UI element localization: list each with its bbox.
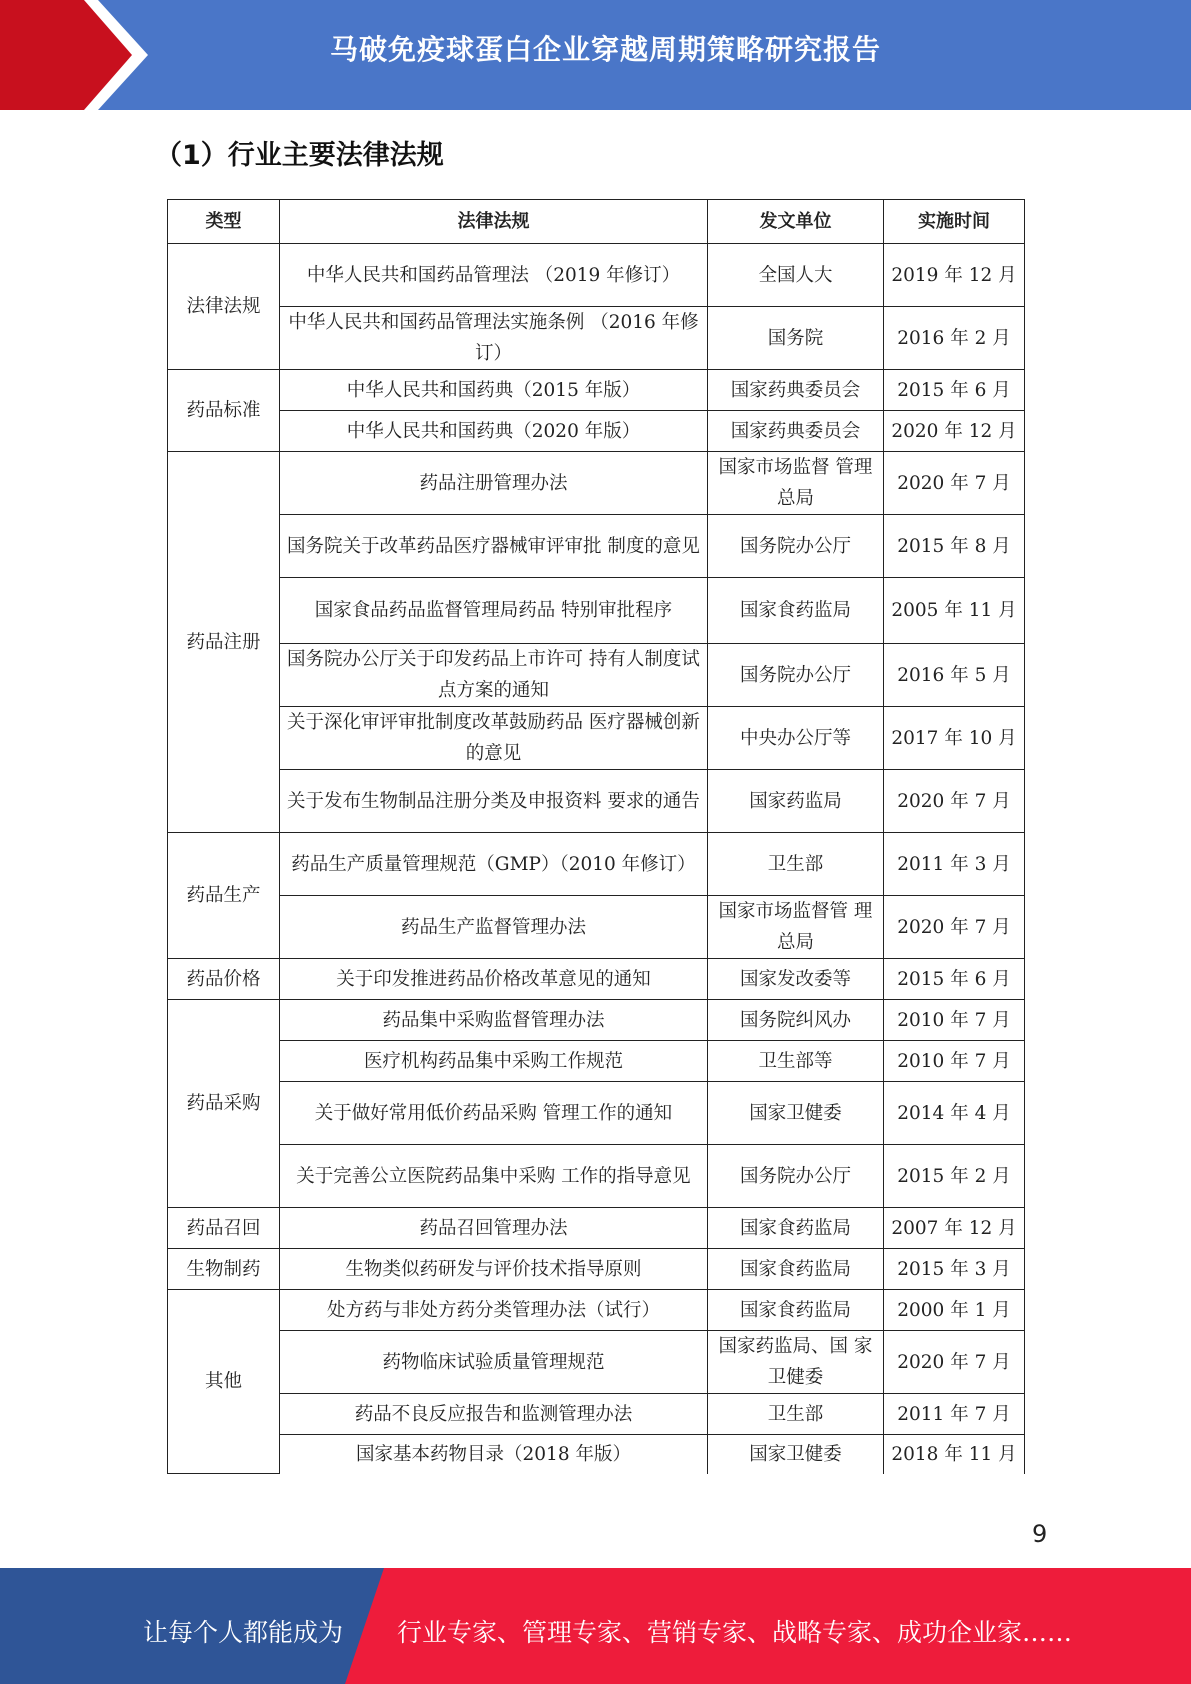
issuer-cell: 国务院办公厅 (708, 1145, 884, 1208)
date-cell: 2015 年 6 月 (884, 370, 1025, 411)
issuer-cell: 国家卫健委 (708, 1082, 884, 1145)
law-cell: 关于深化审评审批制度改革鼓励药品 医疗器械创新的意见 (280, 707, 708, 770)
table-row (168, 1331, 1025, 1394)
table-row (168, 1394, 1025, 1435)
law-cell: 关于做好常用低价药品采购 管理工作的通知 (280, 1082, 708, 1145)
col-header-law: 法律法规 (280, 200, 708, 244)
issuer-cell: 国务院 (708, 307, 884, 370)
law-cell: 关于完善公立医院药品集中采购 工作的指导意见 (280, 1145, 708, 1208)
category-cell: 药品标准 (168, 370, 280, 452)
category-cell: 药品生产 (168, 833, 280, 959)
table-row (168, 515, 1025, 578)
date-cell: 2016 年 5 月 (884, 644, 1025, 707)
law-cell: 药品不良反应报告和监测管理办法 (280, 1394, 708, 1435)
date-cell: 2020 年 7 月 (884, 452, 1025, 515)
issuer-cell: 中央办公厅等 (708, 707, 884, 770)
law-cell: 国家食品药品监督管理局药品 特别审批程序 (280, 578, 708, 644)
issuer-cell: 国家食药监局 (708, 1249, 884, 1290)
table-row (168, 770, 1025, 833)
col-header-type: 类型 (168, 200, 280, 244)
issuer-cell: 国务院办公厅 (708, 644, 884, 707)
footer-slogan-left: 让每个人都能成为 (143, 1618, 344, 1647)
table-row (168, 833, 1025, 896)
date-cell: 2010 年 7 月 (884, 1041, 1025, 1082)
table-row (168, 959, 1025, 1000)
date-cell: 2020 年 7 月 (884, 1331, 1025, 1394)
law-cell: 中华人民共和国药品管理法实施条例 （2016 年修订） (280, 307, 708, 370)
issuer-cell: 国家药典委员会 (708, 411, 884, 452)
law-cell: 国务院办公厅关于印发药品上市许可 持有人制度试点方案的通知 (280, 644, 708, 707)
table-row (168, 1041, 1025, 1082)
report-title: 马破免疫球蛋白企业穿越周期策略研究报告 (330, 33, 882, 66)
date-cell: 2020 年 7 月 (884, 770, 1025, 833)
footer-slogan-right: 行业专家、管理专家、营销专家、战略专家、成功企业家…… (397, 1618, 1073, 1647)
regulations-table (167, 199, 1025, 1474)
table-row (168, 1000, 1025, 1041)
table-row (168, 307, 1025, 370)
category-cell: 药品召回 (168, 1208, 280, 1249)
issuer-cell: 国家食药监局 (708, 578, 884, 644)
issuer-cell: 卫生部等 (708, 1041, 884, 1082)
issuer-cell: 卫生部 (708, 1394, 884, 1435)
table-row (168, 1145, 1025, 1208)
table-row (168, 452, 1025, 515)
category-cell: 药品注册 (168, 452, 280, 833)
law-cell: 国家基本药物目录（2018 年版） (280, 1435, 708, 1474)
page-footer (0, 1568, 1191, 1684)
table-row (168, 1082, 1025, 1145)
date-cell: 2011 年 7 月 (884, 1394, 1025, 1435)
page-header (0, 0, 1191, 110)
table-row (168, 1208, 1025, 1249)
category-cell: 药品价格 (168, 959, 280, 1000)
table-row (168, 707, 1025, 770)
col-header-date: 实施时间 (884, 200, 1025, 244)
date-cell: 2018 年 11 月 (884, 1435, 1025, 1474)
date-cell: 2020 年 12 月 (884, 411, 1025, 452)
date-cell: 2005 年 11 月 (884, 578, 1025, 644)
law-cell: 药品生产质量管理规范（GMP）（2010 年修订） (280, 833, 708, 896)
table-row (168, 1290, 1025, 1331)
issuer-cell: 国家发改委等 (708, 959, 884, 1000)
law-cell: 中华人民共和国药品管理法 （2019 年修订） (280, 244, 708, 307)
table-header-row (168, 200, 1025, 244)
issuer-cell: 国家市场监督 管理总局 (708, 452, 884, 515)
date-cell: 2014 年 4 月 (884, 1082, 1025, 1145)
table-row (168, 644, 1025, 707)
issuer-cell: 国家市场监督管 理总局 (708, 896, 884, 959)
date-cell: 2011 年 3 月 (884, 833, 1025, 896)
date-cell: 2015 年 3 月 (884, 1249, 1025, 1290)
issuer-cell: 国家药监局 (708, 770, 884, 833)
date-cell: 2020 年 7 月 (884, 896, 1025, 959)
date-cell: 2017 年 10 月 (884, 707, 1025, 770)
law-cell: 处方药与非处方药分类管理办法（试行） (280, 1290, 708, 1331)
table-row (168, 411, 1025, 452)
law-cell: 关于发布生物制品注册分类及申报资料 要求的通告 (280, 770, 708, 833)
table-row (168, 1435, 1025, 1474)
table-row (168, 244, 1025, 307)
page-number: 9 (1032, 1520, 1048, 1548)
law-cell: 关于印发推进药品价格改革意见的通知 (280, 959, 708, 1000)
category-cell: 生物制药 (168, 1249, 280, 1290)
category-cell: 其他 (168, 1290, 280, 1474)
date-cell: 2000 年 1 月 (884, 1290, 1025, 1331)
category-cell: 药品采购 (168, 1000, 280, 1208)
issuer-cell: 国务院纠风办 (708, 1000, 884, 1041)
issuer-cell: 全国人大 (708, 244, 884, 307)
law-cell: 药品生产监督管理办法 (280, 896, 708, 959)
law-cell: 国务院关于改革药品医疗器械审评审批 制度的意见 (280, 515, 708, 578)
date-cell: 2015 年 6 月 (884, 959, 1025, 1000)
law-cell: 药品注册管理办法 (280, 452, 708, 515)
law-cell: 药品集中采购监督管理办法 (280, 1000, 708, 1041)
category-cell: 法律法规 (168, 244, 280, 370)
issuer-cell: 卫生部 (708, 833, 884, 896)
law-cell: 中华人民共和国药典（2020 年版） (280, 411, 708, 452)
issuer-cell: 国家药典委员会 (708, 370, 884, 411)
law-cell: 药物临床试验质量管理规范 (280, 1331, 708, 1394)
issuer-cell: 国家卫健委 (708, 1435, 884, 1474)
issuer-cell: 国家食药监局 (708, 1208, 884, 1249)
issuer-cell: 国务院办公厅 (708, 515, 884, 578)
table-row (168, 578, 1025, 644)
law-cell: 药品召回管理办法 (280, 1208, 708, 1249)
law-cell: 医疗机构药品集中采购工作规范 (280, 1041, 708, 1082)
law-cell: 生物类似药研发与评价技术指导原则 (280, 1249, 708, 1290)
table-row (168, 370, 1025, 411)
issuer-cell: 国家药监局、国 家卫健委 (708, 1331, 884, 1394)
date-cell: 2015 年 8 月 (884, 515, 1025, 578)
date-cell: 2007 年 12 月 (884, 1208, 1025, 1249)
table-row (168, 896, 1025, 959)
issuer-cell: 国家食药监局 (708, 1290, 884, 1331)
date-cell: 2016 年 2 月 (884, 307, 1025, 370)
col-header-issuer: 发文单位 (708, 200, 884, 244)
table-row (168, 1249, 1025, 1290)
section-title: （1）行业主要法律法规 (155, 140, 444, 171)
law-cell: 中华人民共和国药典（2015 年版） (280, 370, 708, 411)
date-cell: 2019 年 12 月 (884, 244, 1025, 307)
date-cell: 2010 年 7 月 (884, 1000, 1025, 1041)
date-cell: 2015 年 2 月 (884, 1145, 1025, 1208)
